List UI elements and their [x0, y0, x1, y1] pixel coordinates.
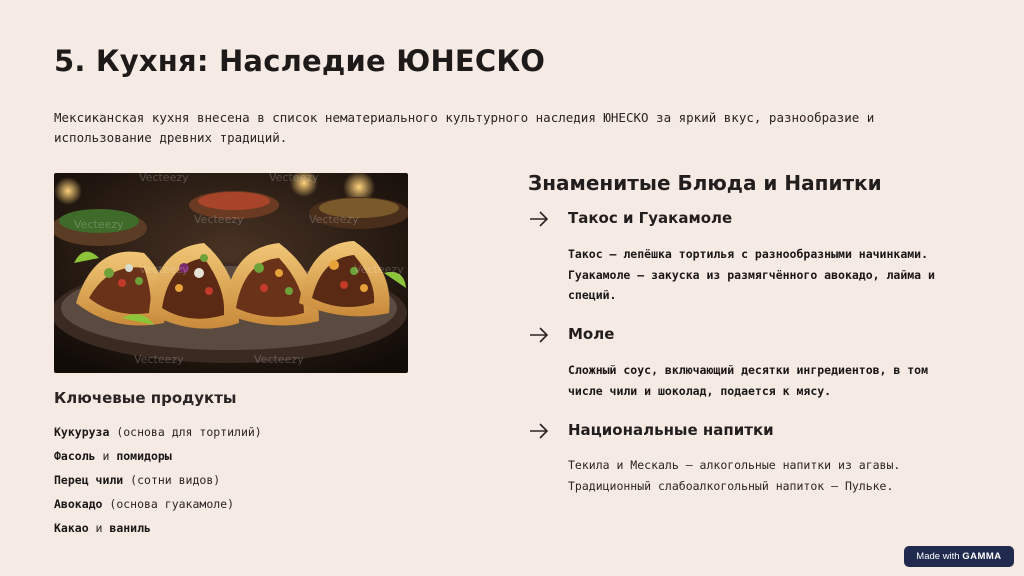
product-name: Авокадо [54, 497, 103, 511]
watermark: Vecteezy [254, 353, 304, 366]
product-note: (основа гуакамоле) [102, 497, 235, 511]
arrow-right-icon [528, 325, 550, 345]
product-note: (сотни видов) [123, 473, 221, 487]
arrow-right-icon [528, 421, 550, 441]
dish-description: Сложный соус, включающий десятки ингредиентов, в том числе чили и шоколад, подается к мясу. [568, 363, 929, 398]
key-products-heading: Ключевые продукты [54, 389, 237, 407]
product-note: и [88, 521, 110, 535]
list-item [54, 472, 262, 496]
product-name: Какао [54, 521, 89, 535]
watermark: Vecteezy [194, 213, 244, 226]
watermark: Vecteezy [139, 263, 189, 276]
list-item [54, 424, 262, 448]
tacos-photo-illustration [54, 173, 408, 373]
list-item [54, 448, 262, 472]
watermark: Vecteezy [74, 218, 124, 231]
key-products-list [54, 424, 262, 544]
product-note: (основа для тортилий) [109, 425, 262, 439]
made-with-gamma-badge[interactable] [904, 546, 1014, 567]
badge-prefix: Made with [916, 551, 963, 562]
arrow-right-icon [528, 209, 550, 229]
intro-text: Мексиканская кухня внесена в список нематериального культурного наследия ЮНЕСКО за яркий вкус, разнообразие и использование древних традиций. [54, 110, 875, 145]
product-name: помидоры [116, 449, 172, 463]
watermark: Vecteezy [309, 213, 359, 226]
gamma-logo: GAMMA [962, 551, 1002, 562]
watermark: Vecteezy [354, 263, 404, 276]
dish-name: Национальные напитки [568, 421, 774, 439]
product-name: ваниль [109, 521, 151, 535]
dish-name: Моле [568, 325, 615, 343]
dishes-heading: Знаменитые Блюда и Напитки [528, 171, 882, 195]
list-item [54, 520, 262, 544]
watermark: Vecteezy [269, 173, 319, 184]
product-name: Перец чили [54, 473, 124, 487]
tacos-photo [54, 173, 408, 373]
dish-description: Текила и Мескаль — алкогольные напитки из агавы. Традиционный слабоалкогольный напиток — Пульке. [568, 458, 901, 493]
product-name: Кукуруза [54, 425, 110, 439]
list-item [54, 496, 262, 520]
product-name: Фасоль [54, 449, 96, 463]
dish-name: Такос и Гуакамоле [568, 209, 733, 227]
watermark: Vecteezy [139, 173, 189, 184]
product-note: и [95, 449, 117, 463]
watermark: Vecteezy [134, 353, 184, 366]
page-title: 5. Кухня: Наследие ЮНЕСКО [54, 44, 546, 78]
dish-description: Такос — лепёшка тортилья с разнообразными начинками. Гуакамоле — закуска из размягчённого авокадо, лайма и специй. [568, 247, 935, 302]
